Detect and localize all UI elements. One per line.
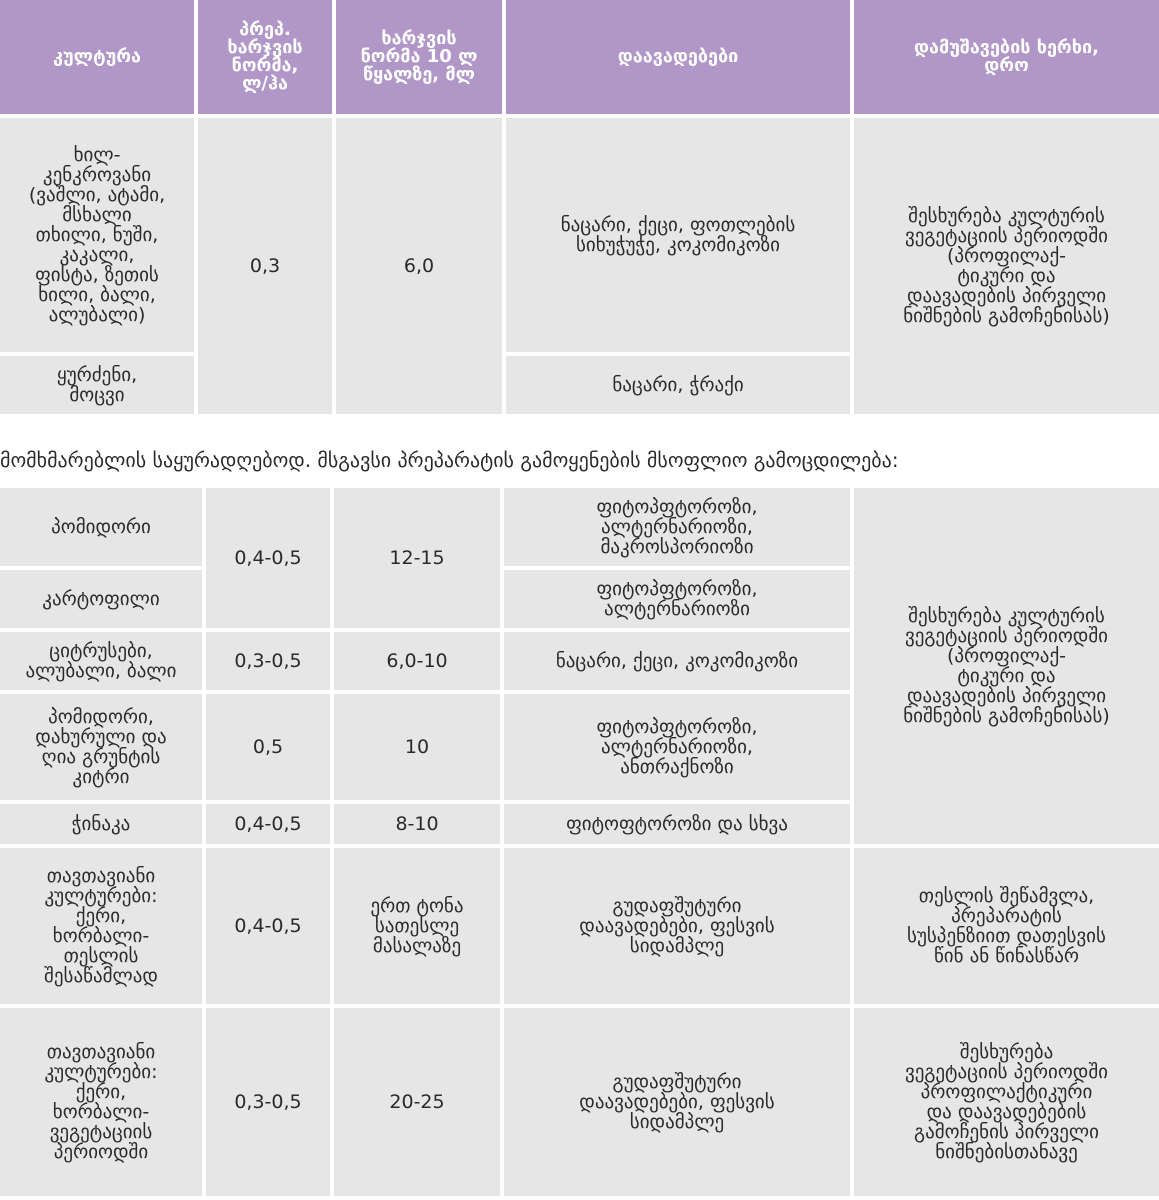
t2-row1-culture: პომიდორი bbox=[0, 488, 202, 566]
t2-row1-rate-per-10l: 12-15 bbox=[334, 488, 500, 628]
header-rate-per-10l: ხარჯვის ნორმა 10 ლ წყალზე, მლ bbox=[336, 0, 502, 114]
t2-row4-prep-rate: 0,5 bbox=[206, 694, 330, 800]
consumer-note: მომხმარებლის საყურადღებოდ. მსგავსი პრეპარატის გამოყენების მსოფლიო გამოცდილება: bbox=[0, 448, 899, 472]
t1-row2-culture: ყურძენი, მოცვი bbox=[0, 356, 194, 414]
t2-row2-culture: კარტოფილი bbox=[0, 570, 202, 628]
t2-row1-diseases: ფიტოპფტოროზი, ალტერნარიოზი, მაკროსპორიოზი bbox=[504, 488, 850, 566]
t2-row7-culture: თავთავიანი კულტურები: ქერი, ხორბალი- ვეგეტაციის პერიოდში bbox=[0, 1008, 202, 1196]
t2-row4-culture: პომიდორი, დახურული და ღია გრუნტის კიტრი bbox=[0, 694, 202, 800]
t1-row1-culture: ხილ- კენკროვანი (ვაშლი, ატამი, მსხალი თხილი, ნუში, კაკალი, ფისტა, ზეთის ხილი, ბალი, ალუბალი) bbox=[0, 118, 194, 352]
t1-rate-per-10l: 6,0 bbox=[336, 118, 502, 414]
t2-row6-rate-per-10l: ერთ ტონა სათესლე მასალაზე bbox=[334, 848, 500, 1004]
t2-row3-rate-per-10l: 6,0-10 bbox=[334, 632, 500, 690]
t2-row7-rate-per-10l: 20-25 bbox=[334, 1008, 500, 1196]
t1-prep-rate: 0,3 bbox=[198, 118, 332, 414]
t2-row5-prep-rate: 0,4-0,5 bbox=[206, 804, 330, 844]
t2-row6-diseases: გუდაფშუტური დაავადებები, ფესვის სიდამპლე bbox=[504, 848, 850, 1004]
t2-row6-prep-rate: 0,4-0,5 bbox=[206, 848, 330, 1004]
t2-row5-culture: ჭინაკა bbox=[0, 804, 202, 844]
t2-row3-prep-rate: 0,3-0,5 bbox=[206, 632, 330, 690]
t1-row2-diseases: ნაცარი, ჭრაქი bbox=[506, 356, 850, 414]
t2-row3-diseases: ნაცარი, ქეცი, კოკომიკოზი bbox=[504, 632, 850, 690]
t2-row2-diseases: ფიტოპფტოროზი, ალტერნარიოზი bbox=[504, 570, 850, 628]
header-prep-rate: პრეპ. ხარჯვის ნორმა, ლ/ჰა bbox=[198, 0, 332, 114]
t2-row7-prep-rate: 0,3-0,5 bbox=[206, 1008, 330, 1196]
t2-row3-culture: ციტრუსები, ალუბალი, ბალი bbox=[0, 632, 202, 690]
t2-row7-method: შესხურება ვეგეტაციის პერიოდში პროფილაქტიკური და დაავადებების გამოჩენის პირველი ნიშნებისთანავე bbox=[854, 1008, 1159, 1196]
header-culture: კულტურა bbox=[0, 0, 194, 114]
t2-row6-culture: თავთავიანი კულტურები: ქერი, ხორბალი- თესლის შესაწამლად bbox=[0, 848, 202, 1004]
header-method: დამუშავების ხერხი, დრო bbox=[854, 0, 1159, 114]
header-diseases: დაავადებები bbox=[506, 0, 850, 114]
t2-row1-prep-rate: 0,4-0,5 bbox=[206, 488, 330, 628]
t2-shared-method: შესხურება კულტურის ვეგეტაციის პერიოდში (პროფილაქ- ტიკური და დაავადების პირველი ნიშნების გამოჩენისას) bbox=[854, 488, 1159, 844]
t2-row5-diseases: ფიტოფტოროზი და სხვა bbox=[504, 804, 850, 844]
t2-row4-rate-per-10l: 10 bbox=[334, 694, 500, 800]
t1-row1-diseases: ნაცარი, ქეცი, ფოთლების სიხუჭუჭე, კოკომიკოზი bbox=[506, 118, 850, 352]
t2-row5-rate-per-10l: 8-10 bbox=[334, 804, 500, 844]
t2-row6-method: თესლის შეწამვლა, პრეპარატის სუსპენზიით დათესვის წინ ან წინასწარ bbox=[854, 848, 1159, 1004]
t1-method: შესხურება კულტურის ვეგეტაციის პერიოდში (პროფილაქ- ტიკური და დაავადების პირველი ნიშნების გამოჩენისას) bbox=[854, 118, 1159, 414]
t2-row4-diseases: ფიტოპფტოროზი, ალტერნარიოზი, ანთრაქნოზი bbox=[504, 694, 850, 800]
t2-row7-diseases: გუდაფშუტური დაავადებები, ფესვის სიდამპლე bbox=[504, 1008, 850, 1196]
